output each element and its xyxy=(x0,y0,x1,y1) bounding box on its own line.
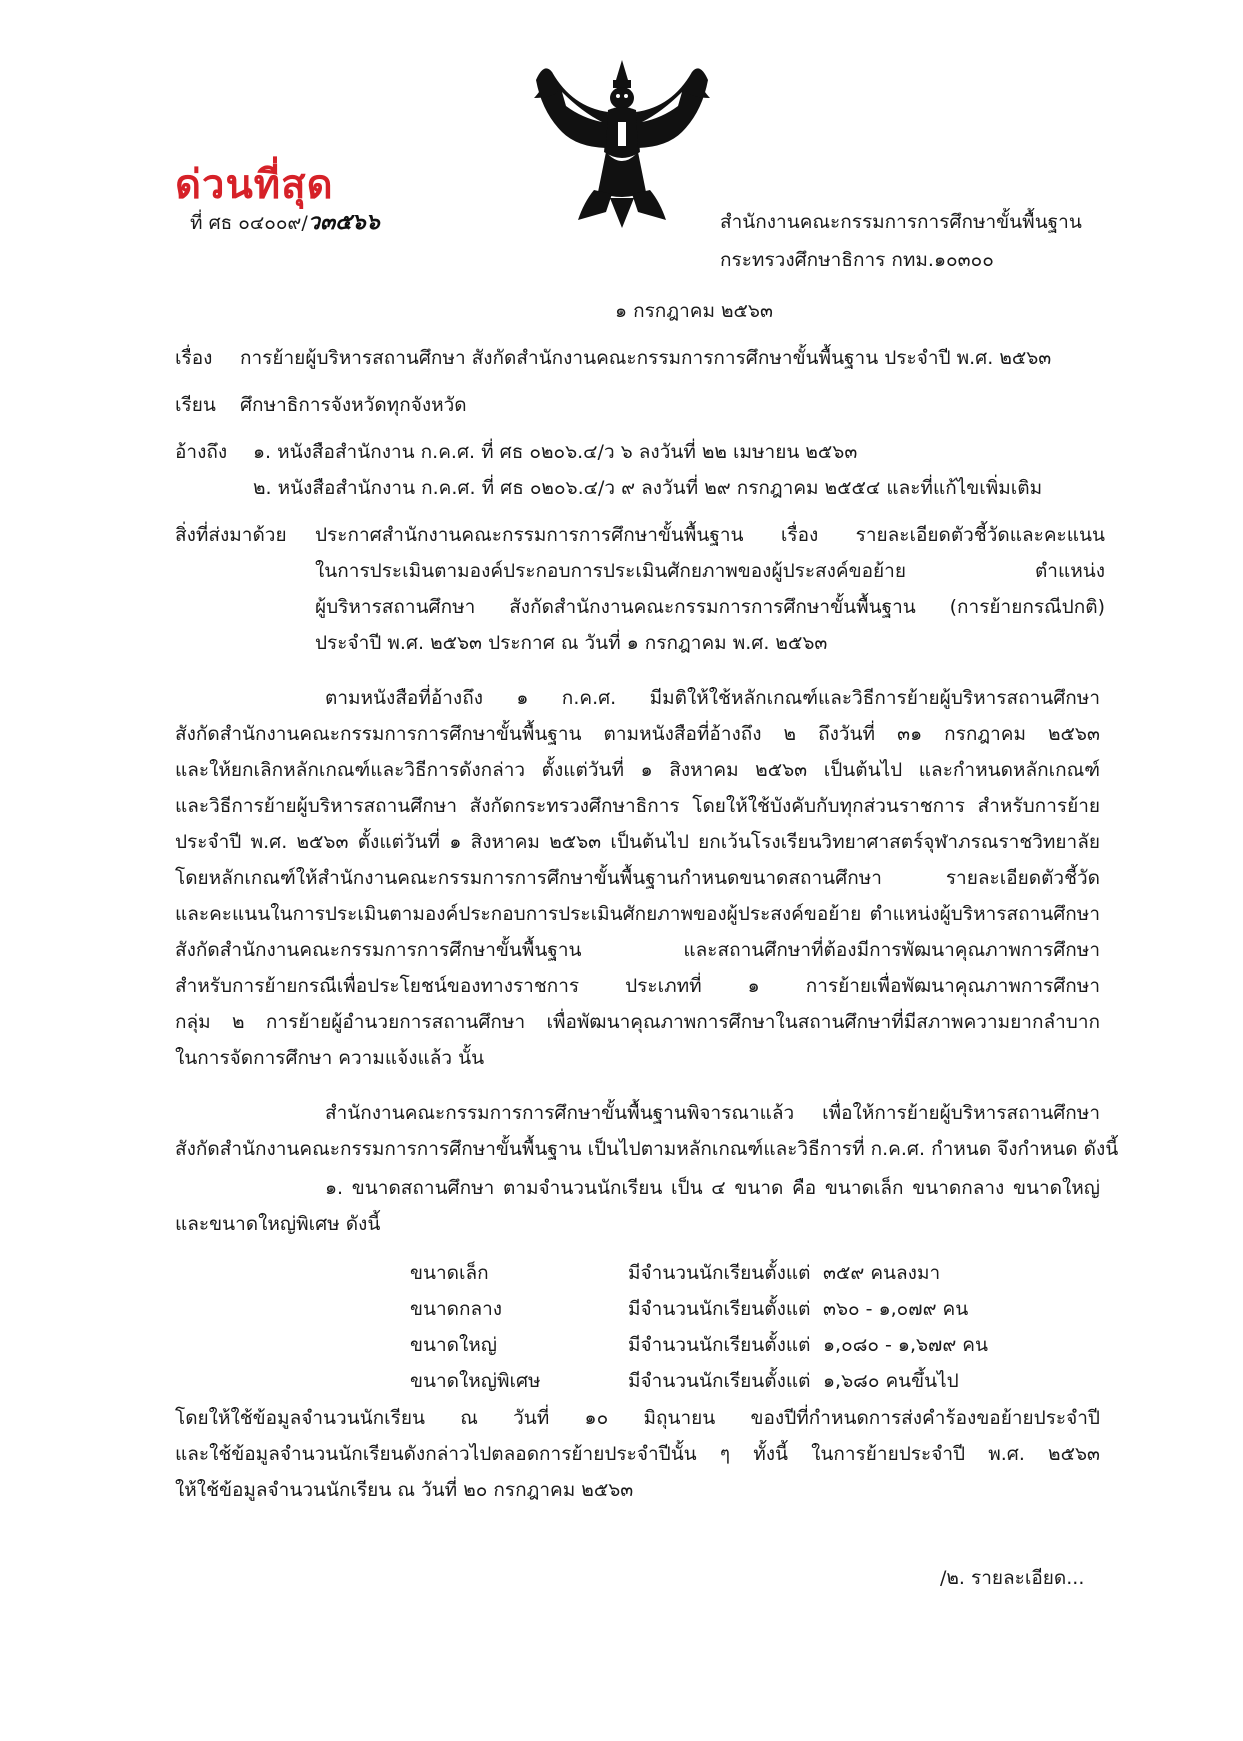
size-desc: มีจำนวนนักเรียนตั้งแต่ xyxy=(628,1262,811,1284)
enclosure-line: ในการประเมินตามองค์ประกอบการประเมินศักยภาพของผู้ประสงค์ขอย้าย ตำแหน่ง xyxy=(315,560,1105,582)
body-line: สังกัดสำนักงานคณะกรรมการการศึกษาขั้นพื้นฐาน เป็นไปตามหลักเกณฑ์และวิธีการที่ ก.ค.ศ. กำหนด จึงกำหนด ดังนี้ xyxy=(175,1138,1119,1160)
body-line: และใช้ข้อมูลจำนวนนักเรียนดังกล่าวไปตลอดการย้ายประจำปีนั้น ๆ ทั้งนี้ ในการย้ายประจำปี พ.ศ. ๒๕๖๓ xyxy=(175,1443,1100,1465)
size-range: ๑,๐๘๐ - ๑,๖๗๙ คน xyxy=(823,1334,988,1356)
enclosure-label: สิ่งที่ส่งมาด้วย xyxy=(175,524,287,546)
body-line: สำหรับการย้ายกรณีเพื่อประโยชน์ของทางราชการ ประเภทที่ ๑ การย้ายเพื่อพัฒนาคุณภาพการศึกษา xyxy=(175,975,1100,997)
enclosure-text xyxy=(315,517,1105,661)
subject-text: การย้ายผู้บริหารสถานศึกษา สังกัดสำนักงานคณะกรรมการการศึกษาขั้นพื้นฐาน ประจำปี พ.ศ. ๒๕๖๓ xyxy=(240,347,1052,369)
table-row xyxy=(410,1255,1023,1291)
body-line: สำนักงานคณะกรรมการการศึกษาขั้นพื้นฐานพิจารณาแล้ว เพื่อให้การย้ายผู้บริหารสถานศึกษา xyxy=(325,1102,1100,1124)
body-line: ในการจัดการศึกษา ความแจ้งแล้ว นั้น xyxy=(175,1047,485,1069)
recipient-text: ศึกษาธิการจังหวัดทุกจังหวัด xyxy=(240,394,467,416)
body-line: ประจำปี พ.ศ. ๒๕๖๓ ตั้งแต่วันที่ ๑ สิงหาคม ๒๕๖๓ เป็นต้นไป ยกเว้นโรงเรียนวิทยาศาสตร์จุฬาภรณราชวิทยาลัย xyxy=(175,831,1100,853)
size-desc: มีจำนวนนักเรียนตั้งแต่ xyxy=(628,1334,811,1356)
school-size-table xyxy=(410,1255,1023,1399)
body-line: สังกัดสำนักงานคณะกรรมการการศึกษาขั้นพื้นฐาน และสถานศึกษาที่ต้องมีการพัฒนาคุณภาพการศึกษา xyxy=(175,939,1100,961)
body-paragraph-3 xyxy=(175,1170,1100,1242)
reference-label: อ้างถึง xyxy=(175,441,228,463)
document-date: ๑ กรกฎาคม ๒๕๖๓ xyxy=(615,300,773,322)
body-line: ให้ใช้ข้อมูลจำนวนนักเรียน ณ วันที่ ๒๐ กรกฎาคม ๒๕๖๓ xyxy=(175,1479,634,1501)
body-line: และวิธีการย้ายผู้บริหารสถานศึกษา สังกัดกระทรวงศึกษาธิการ โดยให้ใช้บังคับกับทุกส่วนราชการ สำหรับการย้าย xyxy=(175,795,1100,817)
body-line: ๑. ขนาดสถานศึกษา ตามจำนวนนักเรียน เป็น ๔ ขนาด คือ ขนาดเล็ก ขนาดกลาง ขนาดใหญ่ xyxy=(325,1177,1100,1199)
table-row xyxy=(410,1291,1023,1327)
table-row xyxy=(410,1363,1023,1399)
table-row xyxy=(410,1327,1023,1363)
size-name: ขนาดใหญ่ xyxy=(410,1334,497,1356)
document-number xyxy=(190,205,380,241)
garuda-emblem-icon xyxy=(522,52,722,232)
issuing-ministry-address: กระทรวงศึกษาธิการ กทม.๑๐๓๐๐ xyxy=(720,249,994,271)
continued-marker: /๒. รายละเอียด... xyxy=(940,1567,1085,1589)
body-line: และให้ยกเลิกหลักเกณฑ์และวิธีการดังกล่าว ตั้งแต่วันที่ ๑ สิงหาคม ๒๕๖๓ เป็นต้นไป และกำหนดหลักเกณฑ์ xyxy=(175,759,1100,781)
size-range: ๑,๖๘๐ คนขึ้นไป xyxy=(823,1370,959,1392)
size-name: ขนาดเล็ก xyxy=(410,1262,489,1284)
body-paragraph-4 xyxy=(175,1400,1100,1508)
document-number-handwritten: ว๓๕๖๖ xyxy=(307,210,380,235)
body-line: โดยหลักเกณฑ์ให้สำนักงานคณะกรรมการการศึกษาขั้นพื้นฐานกำหนดขนาดสถานศึกษา รายละเอียดตัวชี้วัด xyxy=(175,867,1100,889)
size-desc: มีจำนวนนักเรียนตั้งแต่ xyxy=(628,1370,811,1392)
body-line: สังกัดสำนักงานคณะกรรมการการศึกษาขั้นพื้นฐาน ตามหนังสือที่อ้างถึง ๒ ถึงวันที่ ๓๑ กรกฎาคม ๒๕๖๓ xyxy=(175,723,1100,745)
subject-label: เรื่อง xyxy=(175,347,213,369)
body-line: ตามหนังสือที่อ้างถึง ๑ ก.ค.ศ. มีมติให้ใช้หลักเกณฑ์และวิธีการย้ายผู้บริหารสถานศึกษา xyxy=(325,687,1100,709)
body-paragraph-1 xyxy=(175,680,1100,1076)
enclosure-line: ประจำปี พ.ศ. ๒๕๖๓ ประกาศ ณ วันที่ ๑ กรกฎาคม พ.ศ. ๒๕๖๓ xyxy=(315,632,828,654)
reference-item: ๒. หนังสือสำนักงาน ก.ค.ศ. ที่ ศธ ๐๒๐๖.๔/ว ๙ ลงวันที่ ๒๙ กรกฎาคม ๒๕๕๔ และที่แก้ไขเพิ่มเติม xyxy=(253,477,1043,499)
body-line: โดยให้ใช้ข้อมูลจำนวนนักเรียน ณ วันที่ ๑๐ มิถุนายน ของปีที่กำหนดการส่งคำร้องขอย้ายประจำปี xyxy=(175,1407,1100,1429)
reference-item: ๑. หนังสือสำนักงาน ก.ค.ศ. ที่ ศธ ๐๒๐๖.๔/ว ๖ ลงวันที่ ๒๒ เมษายน ๒๕๖๓ xyxy=(253,441,858,463)
document-number-prefix: ที่ ศธ ๐๔๐๐๙/ xyxy=(190,212,308,234)
size-range: ๓๕๙ คนลงมา xyxy=(823,1262,941,1284)
size-name: ขนาดใหญ่พิเศษ xyxy=(410,1370,541,1392)
enclosure-line: ประกาศสำนักงานคณะกรรมการการศึกษาขั้นพื้นฐาน เรื่อง รายละเอียดตัวชี้วัดและคะแนน xyxy=(315,524,1105,546)
size-name: ขนาดกลาง xyxy=(410,1298,503,1320)
body-line: และคะแนนในการประเมินตามองค์ประกอบการประเมินศักยภาพของผู้ประสงค์ขอย้าย ตำแหน่งผู้บริหารสถานศึกษา xyxy=(175,903,1100,925)
size-desc: มีจำนวนนักเรียนตั้งแต่ xyxy=(628,1298,811,1320)
urgency-stamp: ด่วนที่สุด xyxy=(175,162,334,208)
enclosure-line: ผู้บริหารสถานศึกษา สังกัดสำนักงานคณะกรรมการการศึกษาขั้นพื้นฐาน (การย้ายกรณีปกติ) xyxy=(315,596,1105,618)
body-paragraph-2 xyxy=(175,1095,1119,1167)
body-line: และขนาดใหญ่พิเศษ ดังนี้ xyxy=(175,1213,381,1235)
size-range: ๓๖๐ - ๑,๐๗๙ คน xyxy=(823,1298,969,1320)
issuing-office: สำนักงานคณะกรรมการการศึกษาขั้นพื้นฐาน xyxy=(720,211,1082,233)
recipient-label: เรียน xyxy=(175,394,216,416)
body-line: กลุ่ม ๒ การย้ายผู้อำนวยการสถานศึกษา เพื่อพัฒนาคุณภาพการศึกษาในสถานศึกษาที่มีสภาพความยากลำบาก xyxy=(175,1011,1100,1033)
